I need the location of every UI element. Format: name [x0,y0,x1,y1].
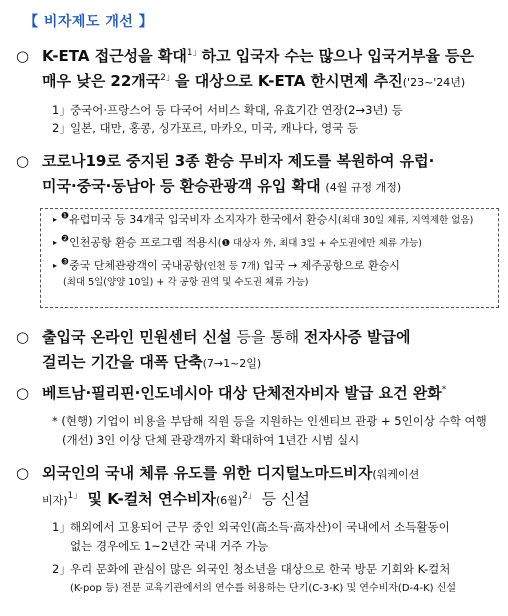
keta-period: ('23~'24년) [402,76,466,89]
nomad-footnote-2 [52,560,502,598]
keta-line2a: 매우 낮은 22개국 [42,72,161,90]
footnote-number: 1」 [52,520,71,534]
keta-line2b: 을 대상으로 K-ETA 한시면제 추진 [175,72,403,90]
footnote-ref-2: 2」 [160,73,175,83]
footnote-ref-2: 2」 [242,491,257,501]
nomad-line2a: 비자) [42,494,68,507]
footnote-text-cont: (K-pop 등) 전문 교육기관에서의 연수를 허용하는 단기(C-3-K) 및 연수비자(D-4-K) 신설 [70,583,457,594]
footnote-text: 우리 문화에 관심이 많은 외국인 청소년을 대상으로 한국 방문 기회와 K-컬처 [70,562,451,576]
box-item-detail: (최대 30일 체류, 지역제한 없음) [337,215,474,226]
footnote-number: 2」 [52,121,71,135]
online-line2b: (7→1~2일) [202,357,262,370]
footnote-number: 2」 [52,562,71,576]
online-line2a: 걸리는 기간을 대폭 단축 [42,353,203,371]
bullet-nomad-visa [16,461,496,513]
box-item-detail: (❶ 대상자 外, 최대 3일 + 수도권에만 체류 가능) [217,238,423,249]
section-title: 【 비자제도 개선 】 [24,14,154,30]
keta-footnote-2 [52,119,502,138]
online-line1c: 전자사증 발급에 [303,328,411,346]
nomad-line2d: (6월) [215,494,243,507]
online-line1a: 출입국 온라인 민원센터 신설 [42,328,232,346]
bullet-marker: ○ [16,152,30,170]
box-item-detail: (인천 등 7개) [203,261,260,272]
bullet-group-evisa [16,381,496,406]
bullet-keta [16,44,496,95]
bullet-marker: ○ [16,464,30,482]
box-item-continuation: (최대 5일(양양 10일) + 각 공항 권역 및 수도권 체류 가능) [63,277,309,288]
triangle-bullet-icon: ▸ [53,261,58,270]
bullet-marker: ○ [16,47,30,65]
transit-line2: 미국·중국·동남아 등 환승관광객 유입 확대 [42,177,321,195]
bullet-marker: ○ [16,328,30,346]
footnote-number: 1」 [52,103,71,117]
evisa-note [52,412,502,450]
evisa-note-line1: * (현행) 기업이 비용을 부담해 직원 등을 지원하는 인센티브 관광 + 5인이상 수학 여행 [52,414,487,428]
footnote-ref-1: 1」 [186,48,202,58]
bullet-transit-visa [16,149,496,200]
box-item-1 [53,212,492,229]
nomad-footnote-1 [52,518,502,556]
box-item-text: 유럽미국 등 34개국 입국비자 소지자가 한국에서 환승시 [69,213,338,226]
footnote-text: 중국어·프랑스어 등 다국어 서비스 확대, 유효기간 연장(2→3년) 등 [70,103,403,117]
nomad-line2c: K-컬처 연수비자 [107,490,216,508]
box-item-2 [53,235,492,252]
footnote-text: 일본, 대만, 홍콩, 싱가포르, 마카오, 미국, 캐나다, 영국 등 [70,121,359,135]
triangle-bullet-icon: ▸ [53,238,58,247]
transit-detail-box [40,208,499,308]
box-item-text: 인천공항 환승 프로그램 적용시 [69,236,218,249]
keta-line1: K-ETA 접근성을 확대 [42,47,187,65]
keta-line1b: 하고 입국자 수는 많으나 입국거부율 등은 [201,47,475,65]
transit-note: (4월 규정 개정) [325,181,402,194]
evisa-note-line2: (개선) 3인 이상 단체 관광객까지 확대하여 1년간 시범 실시 [62,433,360,447]
online-line1b: 등을 통해 [231,328,304,346]
box-item-text: 입국 → 제주공항으로 환승시 [259,259,400,272]
triangle-bullet-icon: ▸ [53,215,58,224]
nomad-line1b: 디지털노마드비자 [256,464,373,482]
evisa-line: 베트남·필리핀·인도네시아 대상 단체전자비자 발급 요건 완화 [42,384,442,402]
box-item-3 [53,258,492,275]
nomad-line2e: 등 신설 [256,490,310,508]
circled-number: ❷ [61,234,70,245]
circled-number: ❶ [61,211,70,222]
footnote-text: 해외에서 고용되어 근무 중인 외국인(高소득·高자산)이 국내에서 소득활동이 [70,520,450,534]
nomad-line1a: 외국인의 국내 체류 유도를 위한 [42,464,257,482]
footnote-ref-1: 1」 [67,491,83,501]
nomad-line1c: (워케이션 [372,468,420,481]
asterisk-ref: * [441,385,447,395]
nomad-line2b: 및 [82,490,108,508]
box-item-text: 중국 단체관광객이 국내공항 [69,259,204,272]
bullet-marker: ○ [16,384,30,402]
transit-line1: 코로나19로 중지된 3종 환승 무비자 제도를 복원하여 유럽· [42,152,435,170]
footnote-text-cont: 없는 경우에도 1~2년간 국내 거주 가능 [70,539,269,553]
keta-footnote-1 [52,101,502,120]
bullet-online-center [16,325,496,376]
circled-number: ❸ [61,257,70,268]
